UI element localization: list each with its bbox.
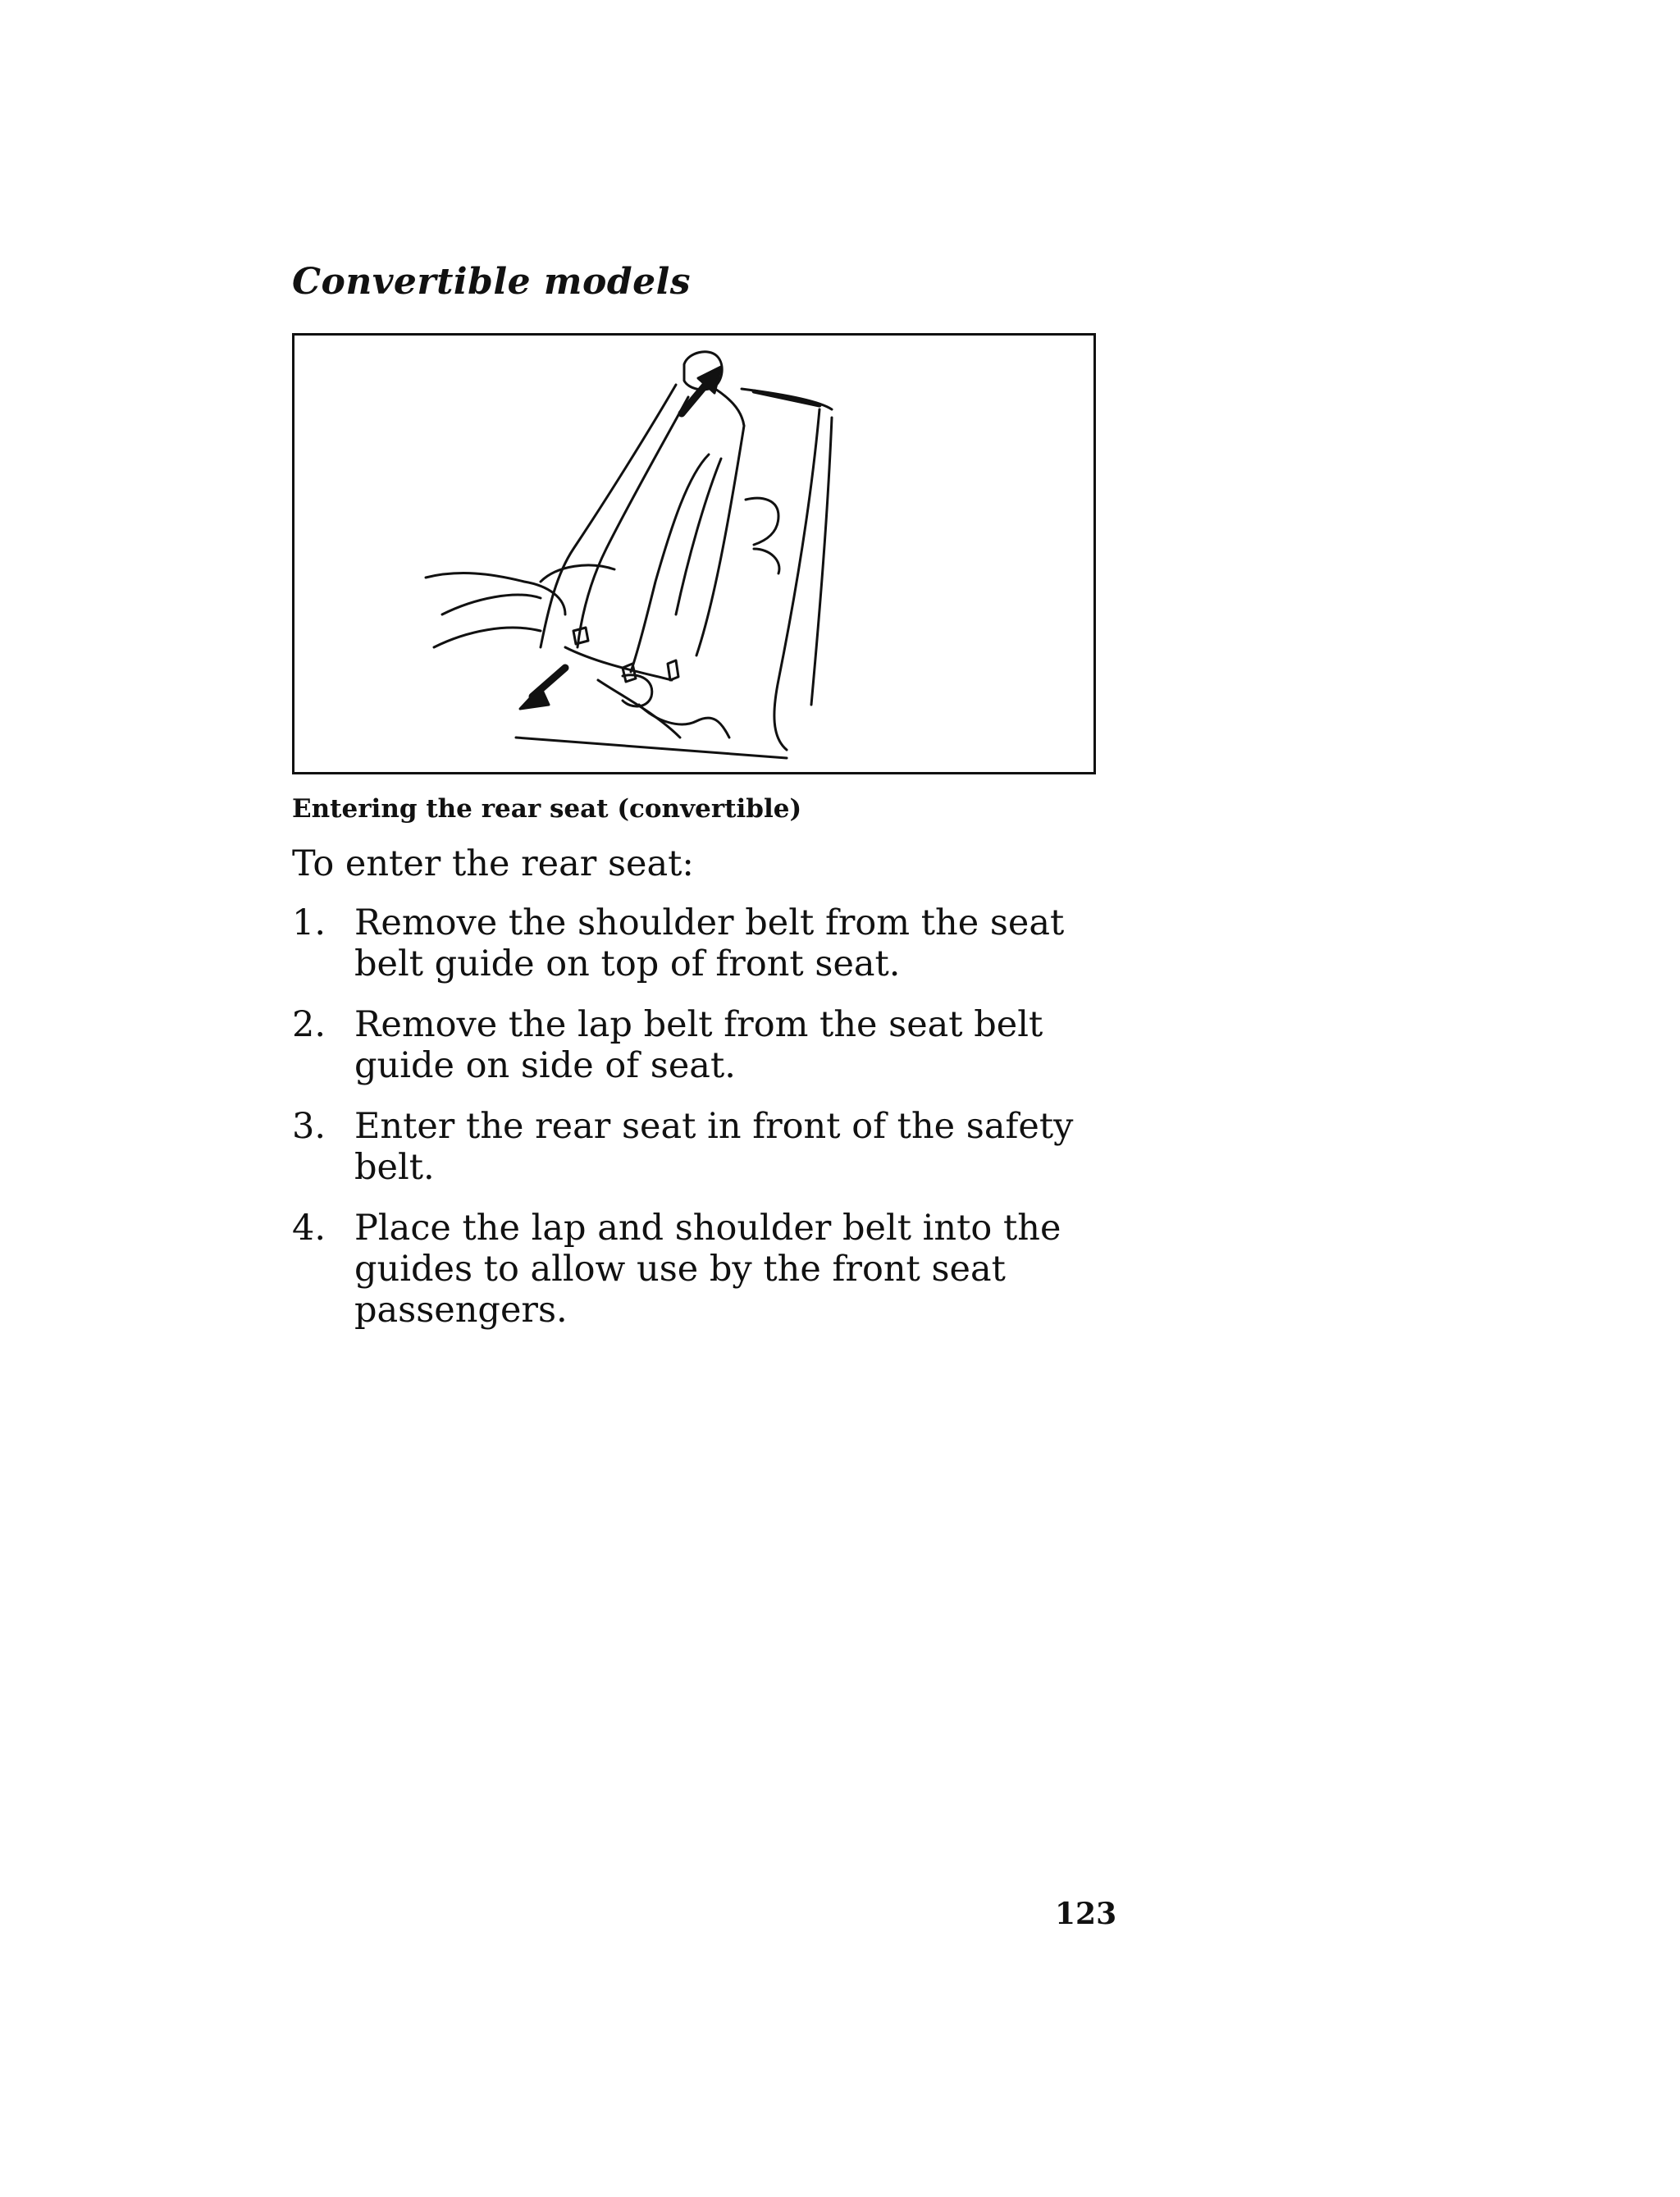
steps-list xyxy=(292,902,1112,1350)
step-text: Remove the shoulder belt from the seat belt guide on top of front seat. xyxy=(354,902,1065,984)
list-item xyxy=(292,1208,1112,1331)
step-text: Remove the lap belt from the seat belt guide on side of seat. xyxy=(354,1004,1043,1086)
shoulder-belt xyxy=(754,391,819,405)
step-number: 1. xyxy=(292,902,326,943)
belt-guide xyxy=(573,628,588,644)
step-number: 3. xyxy=(292,1106,326,1147)
rear-seat-line xyxy=(442,595,541,614)
lap-belt xyxy=(598,680,680,738)
rear-seat-line xyxy=(541,565,614,582)
seat-line xyxy=(746,498,778,545)
figure-illustration xyxy=(292,333,1096,774)
step-number: 2. xyxy=(292,1004,326,1045)
seat-back-line xyxy=(541,385,676,647)
step-number: 4. xyxy=(292,1208,326,1249)
seat-line xyxy=(639,705,729,738)
belt-guide xyxy=(623,664,636,682)
step-text: Enter the rear seat in front of the safety belt. xyxy=(354,1106,1074,1188)
figure-caption: Entering the rear seat (convertible) xyxy=(292,794,802,824)
page-number: 123 xyxy=(1055,1897,1117,1931)
section-heading: Convertible models xyxy=(292,261,692,303)
step-text: Place the lap and shoulder belt into the guides to allow use by the front seat passengers. xyxy=(354,1208,1061,1331)
lap-belt xyxy=(565,647,672,680)
seat-back-line xyxy=(578,397,688,647)
rear-seat-line xyxy=(434,628,541,647)
floor-line xyxy=(516,738,787,758)
seat-line xyxy=(754,549,779,573)
belt-guide xyxy=(668,660,678,680)
list-item xyxy=(292,1004,1112,1086)
seat-back-line xyxy=(631,454,709,672)
list-item xyxy=(292,1106,1112,1188)
belt-guide xyxy=(623,675,652,706)
intro-text: To enter the rear seat: xyxy=(292,843,694,884)
list-item xyxy=(292,902,1112,984)
seat-belt-illustration xyxy=(294,336,1093,772)
